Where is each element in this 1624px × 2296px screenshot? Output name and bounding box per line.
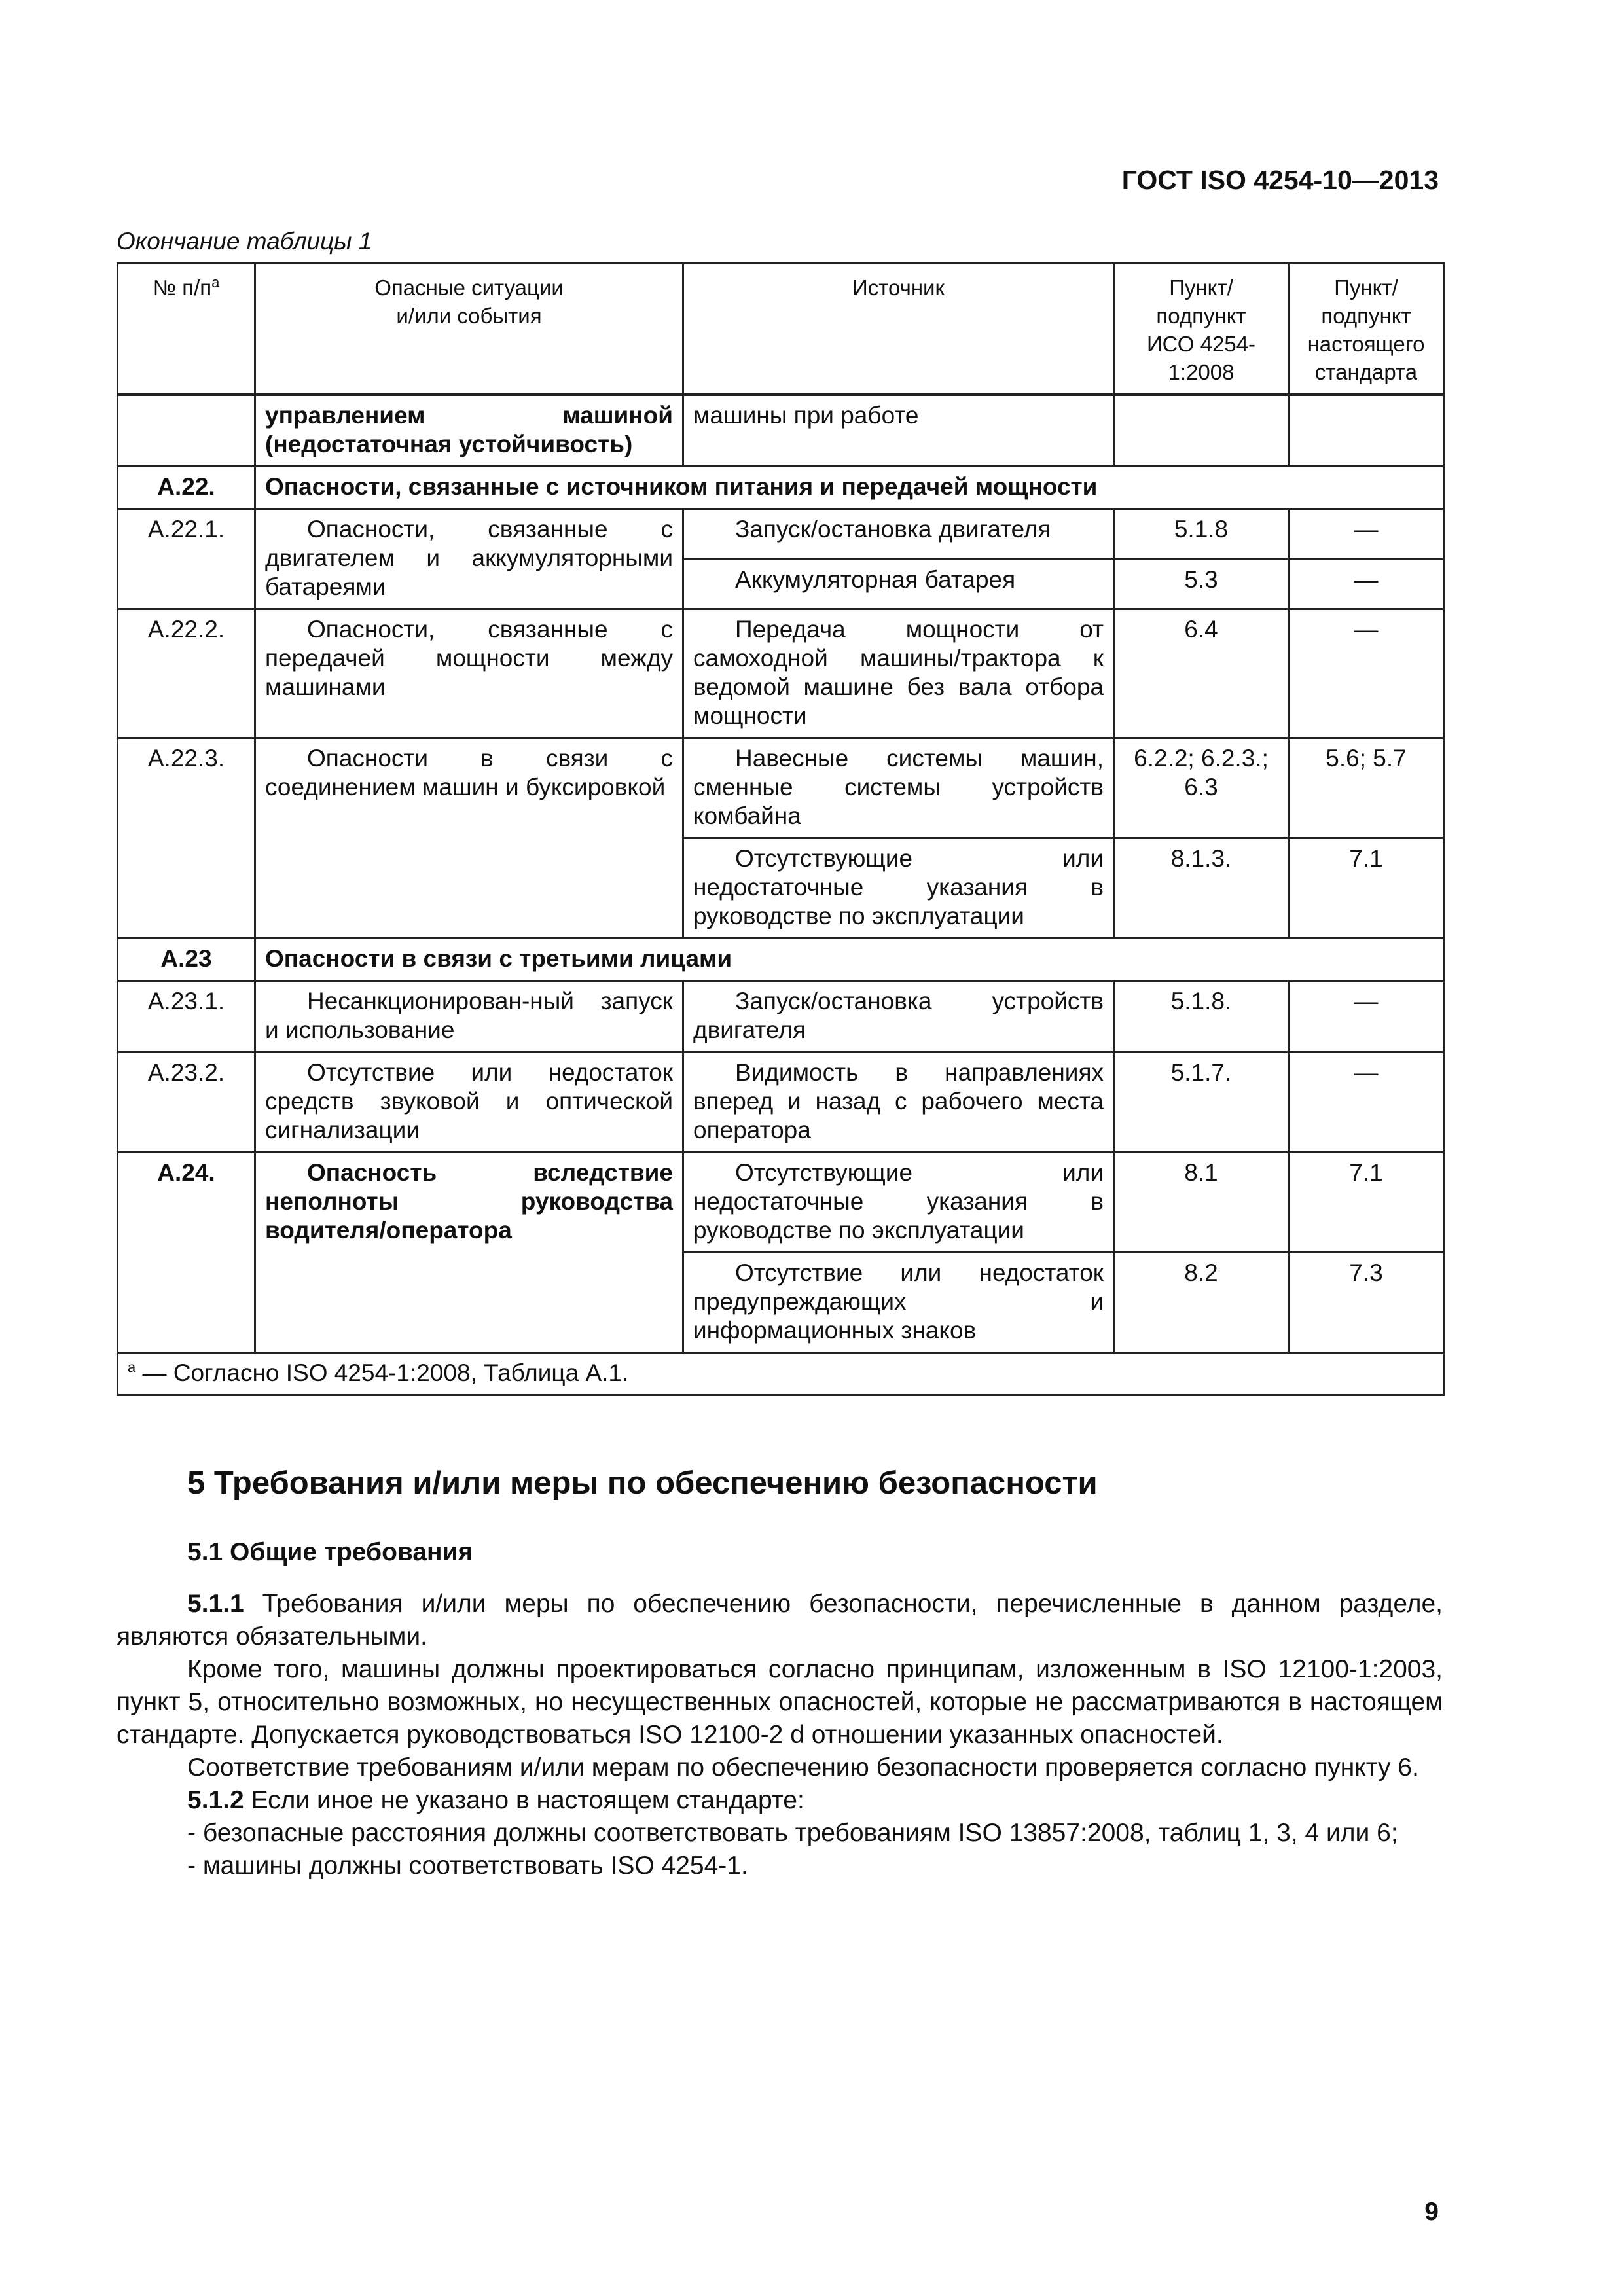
- iso-clause-cell: 5.1.7.: [1114, 1052, 1289, 1153]
- row-number: A.22.: [118, 467, 255, 509]
- iso-clause-cell: 6.4: [1114, 609, 1289, 738]
- hazard-cell: Несанкционирован-ный запуск и использование: [255, 981, 683, 1052]
- section-title: 5 Требования и/или меры по обеспечению безопасности: [187, 1465, 1098, 1501]
- iso-clause-cell: 5.1.8.: [1114, 981, 1289, 1052]
- group-row: [118, 467, 1444, 509]
- table-header-row: [118, 264, 1444, 395]
- group-title: Опасности в связи с третьими лицами: [255, 939, 1444, 981]
- iso-clause-cell: 8.2: [1114, 1253, 1289, 1353]
- hazard-cell: управлением машиной (недостаточная устойчивость): [255, 395, 683, 467]
- row-number: A.22.3.: [118, 738, 255, 939]
- source-cell: Аккумуляторная батарея: [683, 559, 1114, 609]
- hazard-cell: Опасность вследствие неполноты руководства водителя/оператора: [255, 1153, 683, 1353]
- source-cell: машины при работе: [683, 395, 1114, 467]
- section-body: [117, 1588, 1443, 1882]
- subsection-title: 5.1 Общие требования: [187, 1538, 473, 1566]
- standard-clause-cell: —: [1289, 509, 1444, 560]
- document-code: ГОСТ ISO 4254-10—2013: [1121, 165, 1439, 195]
- source-cell: Отсутствующие или недостаточные указания в руководстве по эксплуатации: [683, 838, 1114, 939]
- hazards-table: [117, 262, 1445, 1396]
- table-row: [118, 609, 1444, 738]
- table-row: [118, 1052, 1444, 1153]
- column-header-iso-clause: Пункт/ подпункт ИСО 4254- 1:2008: [1114, 264, 1289, 395]
- source-cell: Видимость в направлениях вперед и назад с рабочего места оператора: [683, 1052, 1114, 1153]
- hazard-cell: Отсутствие или недостаток средств звуковой и оптической сигнализации: [255, 1052, 683, 1153]
- row-number: A.23: [118, 939, 255, 981]
- column-header-num: № $п/п^а$: [118, 264, 255, 395]
- list-item: - машины должны соответствовать ISO 4254-1.: [187, 1852, 748, 1880]
- row-number: A.23.2.: [118, 1052, 255, 1153]
- iso-clause-cell: 6.2.2; 6.2.3.; 6.3: [1114, 738, 1289, 838]
- list-item: - безопасные расстояния должны соответствовать требованиям ISO 13857:2008, таблиц 1, 3, 4 или 6;: [187, 1819, 1398, 1847]
- standard-clause-cell: —: [1289, 981, 1444, 1052]
- paragraph: 5.1.2 Если иное не указано в настоящем стандарте:: [187, 1786, 804, 1814]
- standard-clause-cell: 7.1: [1289, 838, 1444, 939]
- row-number: A.22.2.: [118, 609, 255, 738]
- table-caption: Окончание таблицы 1: [117, 228, 372, 255]
- hazard-cell: Опасности, связанные с двигателем и аккумуляторными батареями: [255, 509, 683, 609]
- iso-clause-cell: 5.3: [1114, 559, 1289, 609]
- standard-clause-cell: 7.3: [1289, 1253, 1444, 1353]
- row-number: A.24.: [118, 1153, 255, 1353]
- hazard-cell: Опасности в связи с соединением машин и буксировкой: [255, 738, 683, 939]
- standard-clause-cell: 7.1: [1289, 1153, 1444, 1253]
- table-row: [118, 738, 1444, 838]
- standard-clause-cell: —: [1289, 559, 1444, 609]
- source-cell: Навесные системы машин, сменные системы устройств комбайна: [683, 738, 1114, 838]
- source-cell: Отсутствующие или недостаточные указания в руководстве по эксплуатации: [683, 1153, 1114, 1253]
- row-number: A.23.1.: [118, 981, 255, 1052]
- table-footnote: $^а$ — Согласно ISO 4254-1:2008, Таблица А.1.: [118, 1353, 1444, 1395]
- row-number: A.22.1.: [118, 509, 255, 609]
- iso-clause-cell: 5.1.8: [1114, 509, 1289, 560]
- table-row: [118, 981, 1444, 1052]
- paragraph: Кроме того, машины должны проектироваться согласно принципам, изложенным в ISO 12100-1:2003, пункт 5, относительно возможных, но несущественных опасностей, которые не рассматриваются в настоящем стандарте. Допускается руководствоваться ISO 12100-2 d отношении указанных опасностей.: [117, 1655, 1443, 1749]
- table-row: [118, 1153, 1444, 1253]
- column-header-source: Источник: [683, 264, 1114, 395]
- group-row: [118, 939, 1444, 981]
- clause-number: 5.1.1: [187, 1590, 244, 1618]
- source-cell: Отсутствие или недостаток предупреждающих и информационных знаков: [683, 1253, 1114, 1353]
- footnote-row: [118, 1353, 1444, 1395]
- paragraph: Соответствие требованиям и/или мерам по обеспечению безопасности проверяется согласно пункту 6.: [187, 1753, 1419, 1782]
- source-cell: Передача мощности от самоходной машины/трактора к ведомой машине без вала отбора мощности: [683, 609, 1114, 738]
- hazard-cell: Опасности, связанные с передачей мощности между машинами: [255, 609, 683, 738]
- group-title: Опасности, связанные с источником питания и передачей мощности: [255, 467, 1444, 509]
- column-header-hazard: Опасные ситуации и/или события: [255, 264, 683, 395]
- table-row: [118, 395, 1444, 467]
- iso-clause-cell: 8.1.3.: [1114, 838, 1289, 939]
- paragraph: 5.1.1 Требования и/или меры по обеспечению безопасности, перечисленные в данном разделе, являются обязательными.: [117, 1590, 1443, 1651]
- source-cell: Запуск/остановка устройств двигателя: [683, 981, 1114, 1052]
- iso-clause-cell: 8.1: [1114, 1153, 1289, 1253]
- standard-clause-cell: —: [1289, 1052, 1444, 1153]
- table-row: [118, 509, 1444, 560]
- clause-number: 5.1.2: [187, 1786, 244, 1814]
- source-cell: Запуск/остановка двигателя: [683, 509, 1114, 560]
- column-header-standard-clause: Пункт/ подпункт настоящего стандарта: [1289, 264, 1444, 395]
- standard-clause-cell: —: [1289, 609, 1444, 738]
- page-number: 9: [1424, 2198, 1439, 2226]
- standard-clause-cell: 5.6; 5.7: [1289, 738, 1444, 838]
